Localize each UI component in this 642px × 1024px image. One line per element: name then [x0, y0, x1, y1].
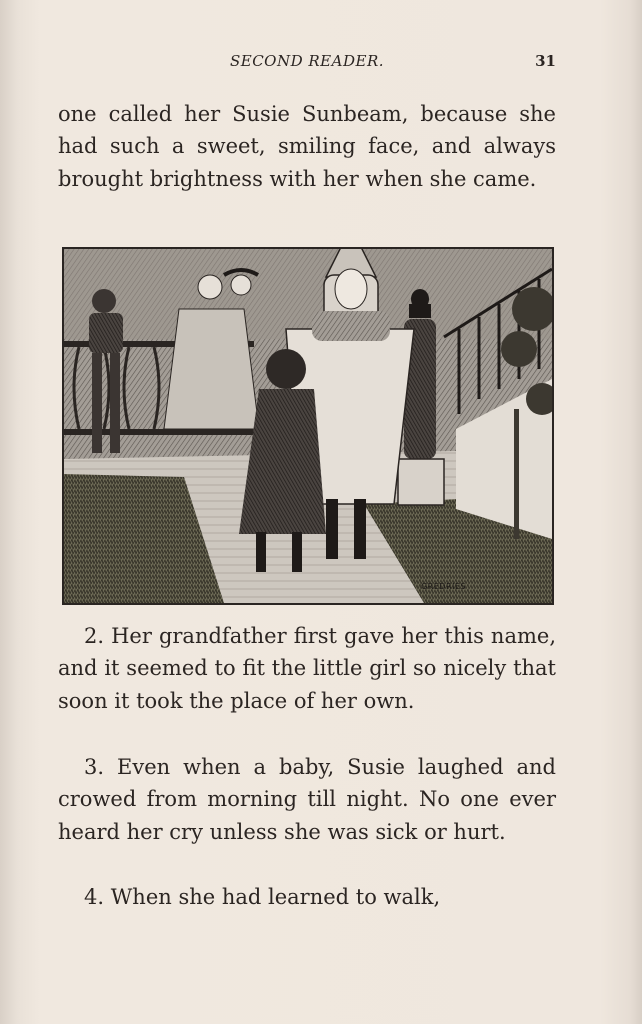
- paragraph-2: 2. Her grandfather first gave her this name, and it seemed to fit the little girl so nicely that soon it took the place of her own.: [58, 624, 556, 713]
- paragraph-4: 4. When she had learned to walk,: [84, 885, 441, 909]
- running-head: [58, 52, 556, 74]
- engraving-scene: [64, 249, 552, 603]
- paragraph-continuation: one called her Susie Sunbeam, because she had such a sweet, smiling face, and always brought brightness with her when she came.: [58, 102, 556, 191]
- running-head-title: SECOND READER.: [229, 52, 385, 70]
- engraver-signature: GREDRIES: [420, 582, 466, 591]
- paragraph-3: 3. Even when a baby, Susie laughed and crowed from morning till night. No one ever heard her cry unless she was sick or hurt.: [58, 755, 556, 844]
- page-number: 31: [535, 52, 556, 70]
- engraving-illustration: [62, 247, 554, 605]
